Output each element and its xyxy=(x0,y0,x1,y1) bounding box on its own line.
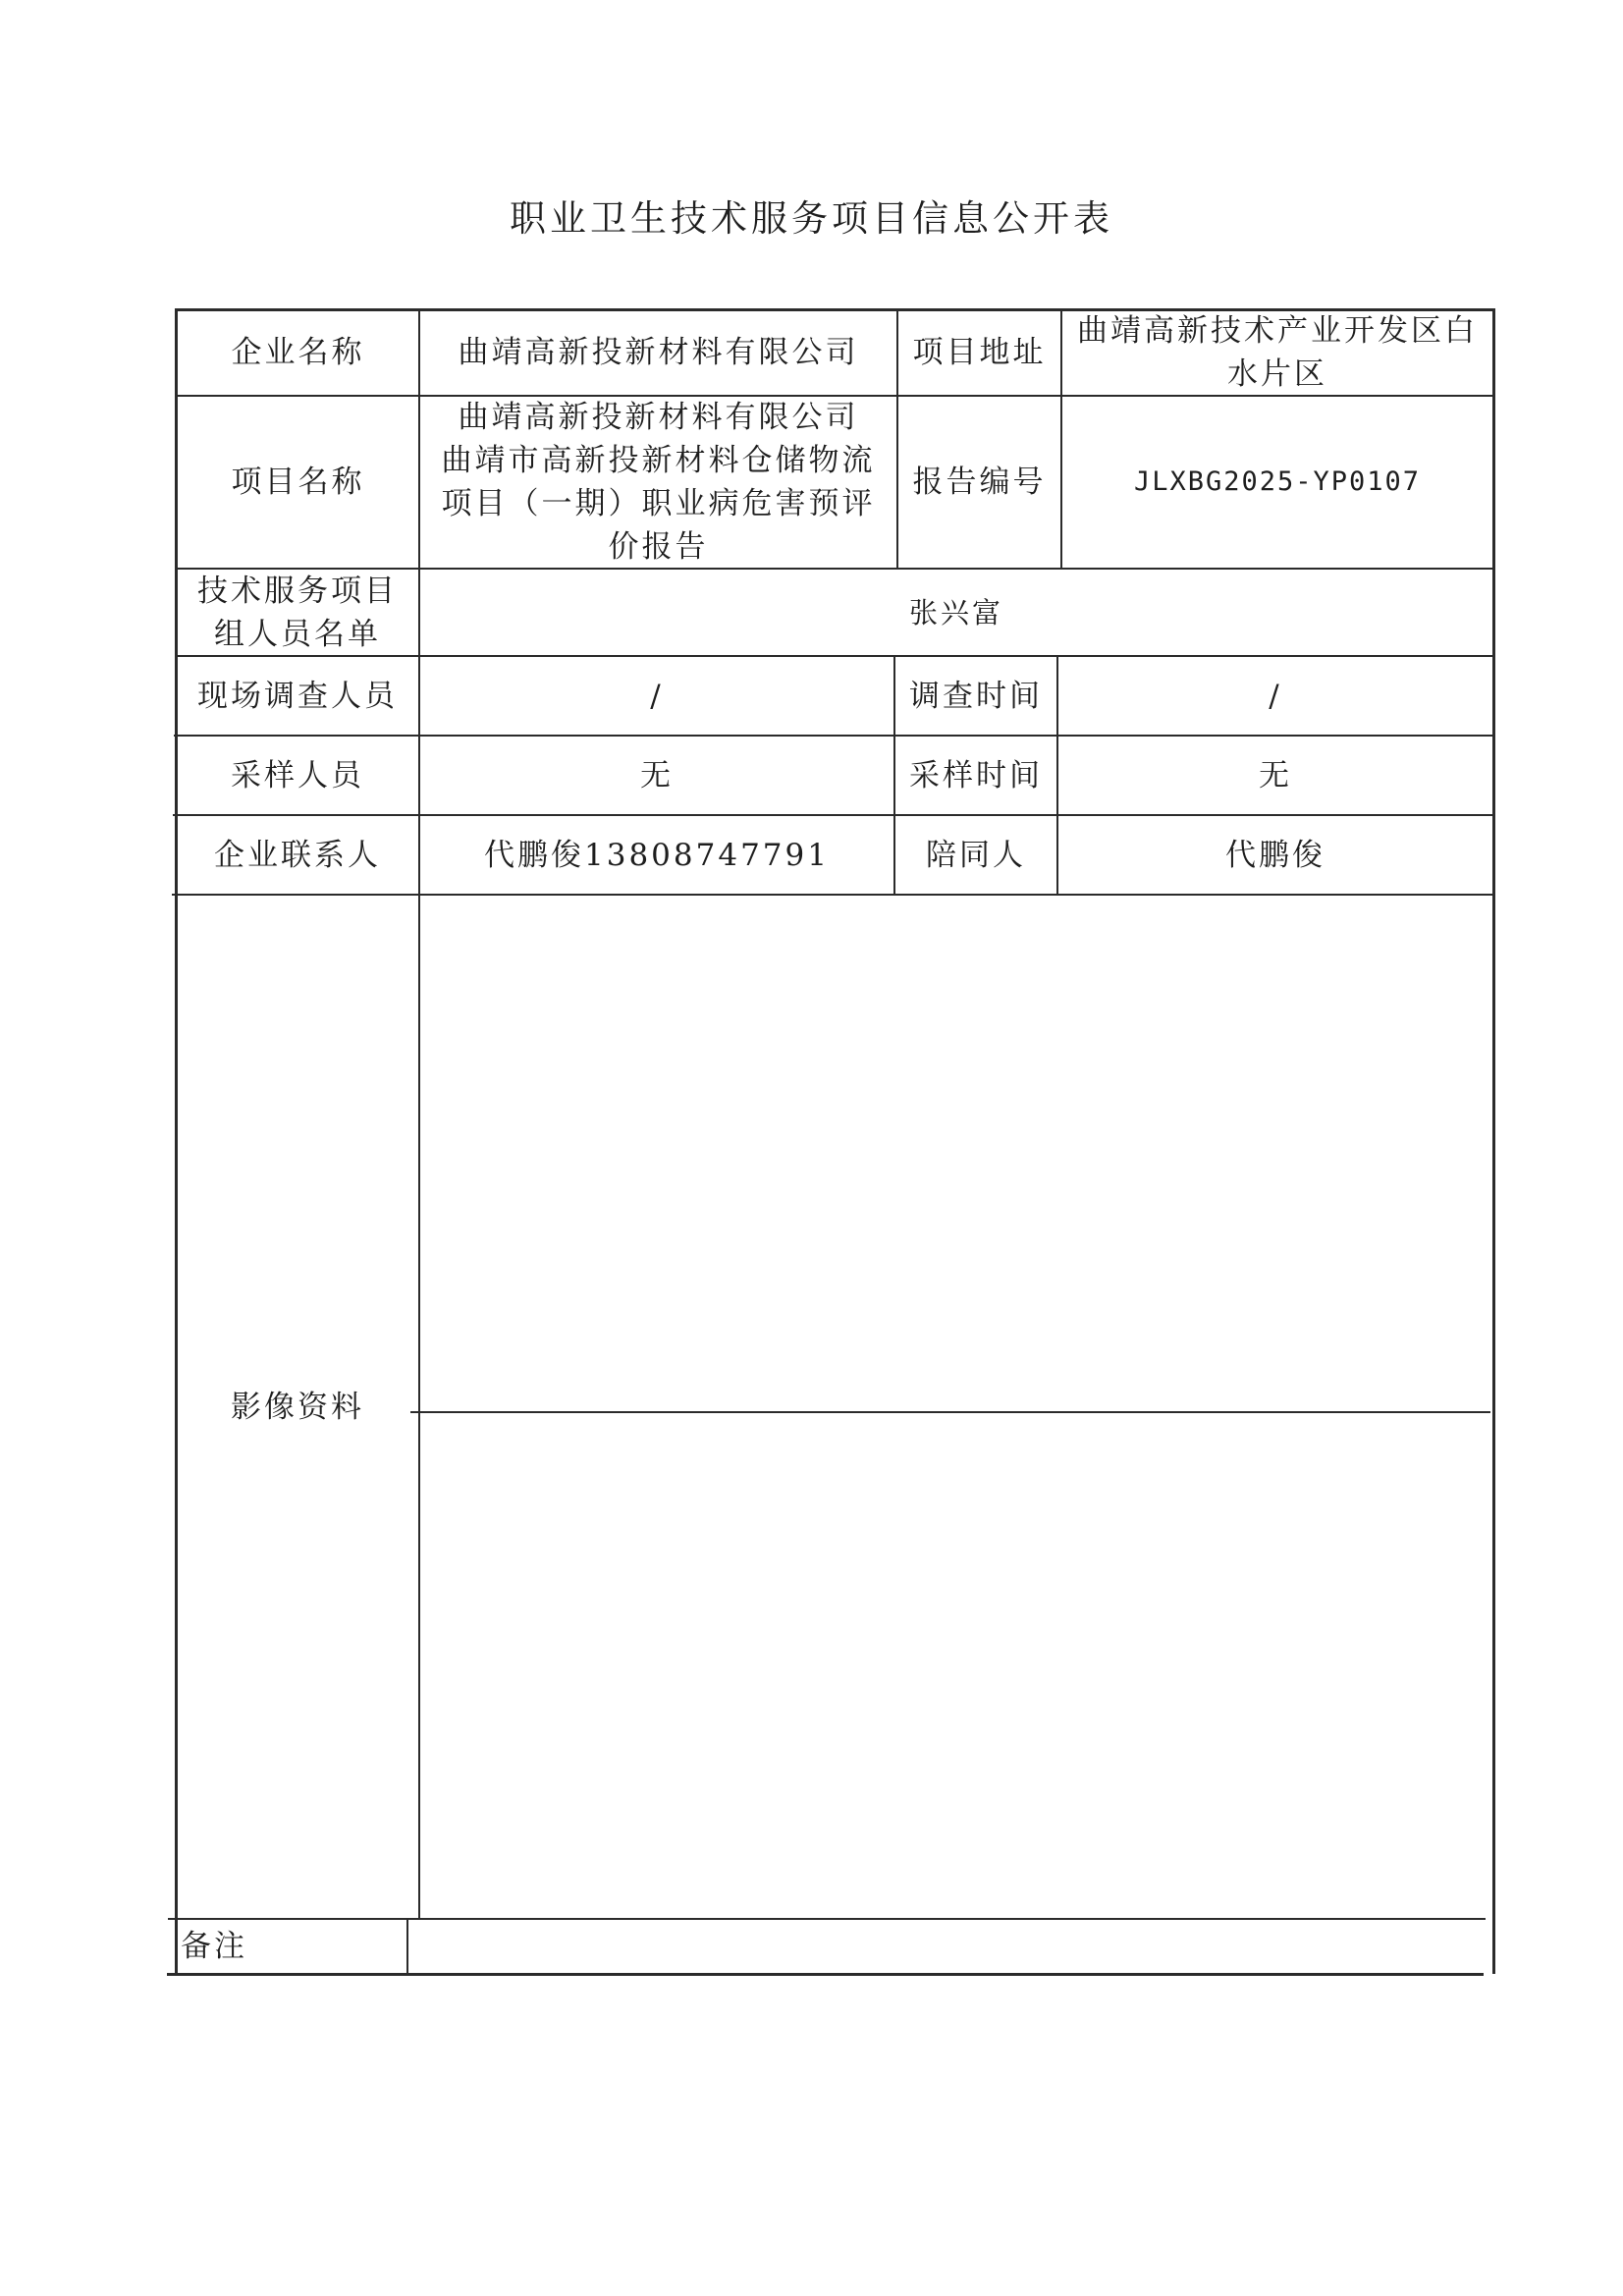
company-name-value: 曲靖高新投新材料有限公司 xyxy=(458,335,859,370)
report-no-label: 报告编号 xyxy=(912,465,1047,500)
image-slot-top xyxy=(420,896,1490,1411)
table-border-bottom xyxy=(167,1973,1484,1976)
escort-label: 陪同人 xyxy=(926,837,1026,873)
survey-staff-value: / xyxy=(650,678,664,714)
project-name-line: 曲靖市高新投新材料仓储物流 xyxy=(441,443,876,478)
escort-value: 代鹏俊 xyxy=(1225,837,1325,873)
remarks-label: 备注 xyxy=(181,1929,247,1964)
remarks-value xyxy=(408,1920,1484,1973)
project-name-line: 曲靖高新投新材料有限公司 xyxy=(458,400,859,435)
company-name-label: 企业名称 xyxy=(231,335,365,370)
project-address-label: 项目地址 xyxy=(912,335,1047,370)
survey-time-label: 调查时间 xyxy=(909,678,1043,714)
report-no-value: JLXBG2025-YP0107 xyxy=(1133,466,1422,497)
images-label: 影像资料 xyxy=(231,1389,364,1425)
sampling-staff-value: 无 xyxy=(640,757,674,793)
survey-staff-label: 现场调查人员 xyxy=(197,678,398,714)
project-name-line: 价报告 xyxy=(608,529,709,565)
team-label-line: 技术服务项目 xyxy=(197,573,398,609)
project-address-value xyxy=(1062,310,1492,395)
image-slot-bottom xyxy=(410,1413,1490,1918)
page-title: 职业卫生技术服务项目信息公开表 xyxy=(510,197,1113,240)
contact-value: 代鹏俊13808747791 xyxy=(484,837,830,873)
table-border-right xyxy=(1492,308,1495,1974)
project-address-line: 水片区 xyxy=(1227,356,1327,392)
team-label-line: 组人员名单 xyxy=(214,616,381,652)
sampling-time-value: 无 xyxy=(1259,757,1292,793)
team-label xyxy=(177,570,418,655)
project-address-line: 曲靖高新技术产业开发区白 xyxy=(1077,313,1478,349)
sampling-time-label: 采样时间 xyxy=(909,757,1043,793)
contact-label: 企业联系人 xyxy=(214,837,381,873)
survey-time-value: / xyxy=(1269,678,1282,714)
project-name-line: 项目（一期）职业病危害预评 xyxy=(441,486,876,521)
team-value: 张兴富 xyxy=(908,595,1003,629)
project-name-value xyxy=(420,397,896,568)
project-name-label: 项目名称 xyxy=(231,465,365,500)
sampling-staff-label: 采样人员 xyxy=(231,757,364,793)
